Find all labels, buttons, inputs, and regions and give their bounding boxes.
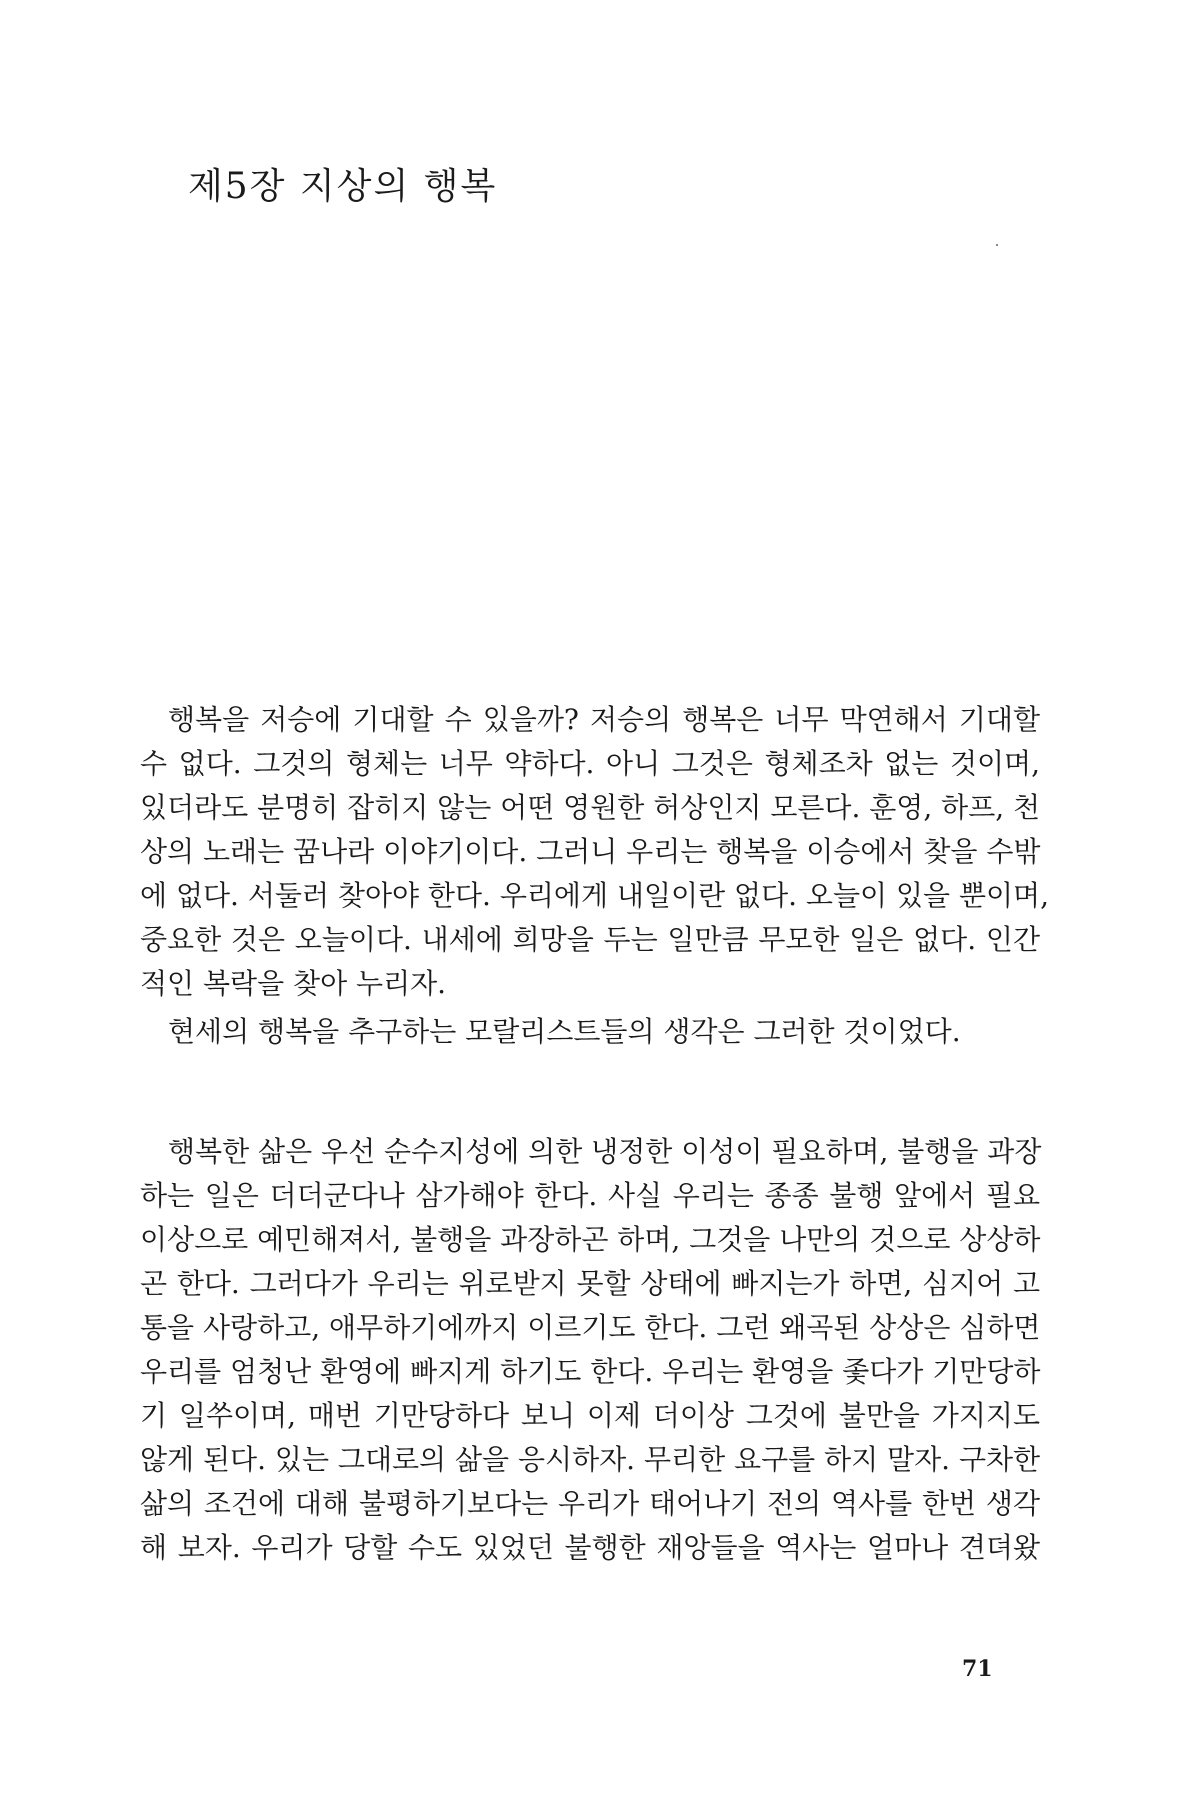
text-line: 적인 복락을 찾아 누리자. <box>140 967 447 1000</box>
text-line: 행복을 저승에 기대할 수 있을까? 저승의 행복은 너무 막연해서 기대할 <box>168 703 1040 736</box>
chapter-title: 제5장 지상의 행복 <box>188 166 498 207</box>
text-line: 우리를 엄청난 환영에 빠지게 하기도 한다. 우리는 환영을 좇다가 기만당하 <box>140 1355 1041 1388</box>
text-line: 이상으로 예민해져서, 불행을 과장하곤 하며, 그것을 나만의 것으로 상상하 <box>140 1223 1041 1256</box>
text-line: 있더라도 분명히 잡히지 않는 어떤 영원한 허상인지 모른다. 훈영, 하프, 천 <box>140 791 1041 824</box>
text-line: 통을 사랑하고, 애무하기에까지 이르기도 한다. 그런 왜곡된 상상은 심하면 <box>140 1311 1041 1344</box>
paragraph-2 <box>140 1010 1040 1054</box>
text-line: 수 없다. 그것의 형체는 너무 약하다. 아니 그것은 형체조차 없는 것이며, <box>140 747 1040 780</box>
text-line: 행복한 삶은 우선 순수지성에 의한 냉정한 이성이 필요하며, 불행을 과장 <box>168 1135 1042 1168</box>
text-line: 않게 된다. 있는 그대로의 삶을 응시하자. 무리한 요구를 하지 말자. 구차한 <box>140 1443 1041 1476</box>
text-line: 곤 한다. 그러다가 우리는 위로받지 못할 상태에 빠지는가 하면, 심지어 고 <box>140 1267 1040 1300</box>
text-line: 현세의 행복을 추구하는 모랄리스트들의 생각은 그러한 것이었다. <box>168 1015 961 1048</box>
text-line: 해 보자. 우리가 당할 수도 있었던 불행한 재앙들을 역사는 얼마나 견뎌왔 <box>140 1531 1040 1564</box>
text-line: 상의 노래는 꿈나라 이야기이다. 그러니 우리는 행복을 이승에서 찾을 수밖 <box>140 835 1041 868</box>
paragraph-1 <box>140 698 1050 1006</box>
scan-speck <box>996 244 998 246</box>
text-line: 에 없다. 서둘러 찾아야 한다. 우리에게 내일이란 없다. 오늘이 있을 뿐이며, <box>140 879 1050 912</box>
text-line: 삶의 조건에 대해 불평하기보다는 우리가 태어나기 전의 역사를 한번 생각 <box>140 1487 1040 1520</box>
text-line: 하는 일은 더더군다나 삼가해야 한다. 사실 우리는 종종 불행 앞에서 필요 <box>140 1179 1040 1212</box>
text-line: 기 일쑤이며, 매번 기만당하다 보니 이제 더이상 그것에 불만을 가지지도 <box>140 1399 1040 1432</box>
page-number: 71 <box>962 1656 993 1682</box>
paragraph-3 <box>140 1130 1040 1570</box>
text-line: 중요한 것은 오늘이다. 내세에 희망을 두는 일만큼 무모한 일은 없다. 인간 <box>140 923 1040 956</box>
